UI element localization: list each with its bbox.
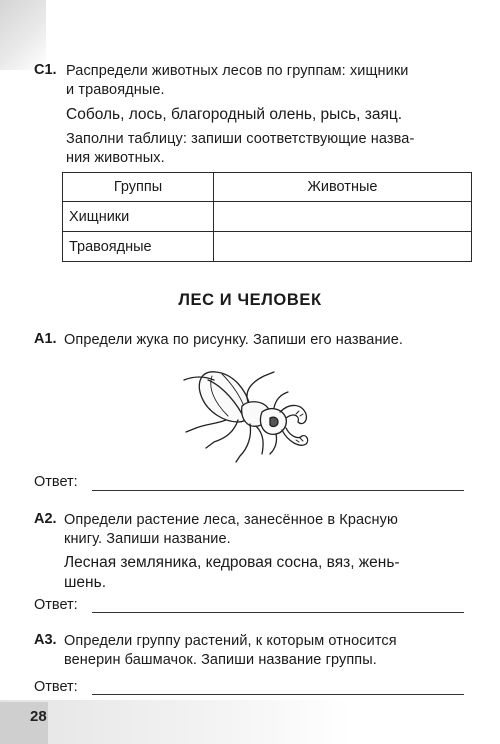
table-row bbox=[63, 232, 472, 262]
question-a3-label: А3. bbox=[34, 632, 57, 648]
question-a3-answer-line[interactable] bbox=[92, 694, 464, 695]
table-header-groups: Группы bbox=[63, 173, 214, 202]
question-c1-instruction-line1: Заполни таблицу: запиши соответствующие назва- bbox=[66, 131, 415, 147]
page-bottom-shadow bbox=[0, 700, 500, 744]
stag-beetle-illustration bbox=[178, 362, 328, 464]
table-cell-herbivores-answer[interactable] bbox=[214, 232, 472, 262]
question-a1-text: Определи жука по рисунку. Запиши его название. bbox=[64, 332, 404, 348]
table-cell-predators: Хищники bbox=[63, 202, 214, 232]
table-header-animals: Животные bbox=[214, 173, 472, 202]
page-corner-shadow bbox=[0, 0, 46, 70]
question-a3-text-line2: венерин башмачок. Запиши название группы. bbox=[64, 652, 377, 668]
question-a1-label: А1. bbox=[34, 331, 57, 347]
section-title: ЛЕС И ЧЕЛОВЕК bbox=[178, 291, 322, 309]
table-row bbox=[63, 202, 472, 232]
table-cell-herbivores: Травоядные bbox=[63, 232, 214, 262]
question-a1-answer-label: Ответ: bbox=[34, 474, 78, 490]
question-a3-text-line1: Определи группу растений, к которым относится bbox=[64, 633, 397, 649]
table-cell-predators-answer[interactable] bbox=[214, 202, 472, 232]
question-a2-answer-label: Ответ: bbox=[34, 597, 78, 613]
question-a2-options-line1: Лесная земляника, кедровая сосна, вяз, жень- bbox=[64, 554, 400, 571]
question-a2-text-line2: книгу. Запиши название. bbox=[64, 531, 231, 547]
page-number: 28 bbox=[30, 708, 47, 725]
question-a2-text-line1: Определи растение леса, занесённое в Красную bbox=[64, 512, 398, 528]
question-a3-answer-label: Ответ: bbox=[34, 679, 78, 695]
question-a1-answer-line[interactable] bbox=[92, 490, 464, 491]
question-c1-text-line1: Распредели животных лесов по группам: хищники bbox=[66, 63, 409, 79]
table-header-row bbox=[63, 173, 472, 202]
question-a2-answer-line[interactable] bbox=[92, 612, 464, 613]
question-c1-animals: Соболь, лось, благородный олень, рысь, заяц. bbox=[66, 106, 403, 123]
c1-table bbox=[62, 172, 472, 262]
question-c1-text-line2: и травоядные. bbox=[66, 82, 165, 98]
question-a2-options-line2: шень. bbox=[64, 574, 106, 591]
question-c1-instruction-line2: ния животных. bbox=[66, 150, 165, 166]
question-a2-label: А2. bbox=[34, 511, 57, 527]
question-c1-label: С1. bbox=[34, 62, 57, 78]
